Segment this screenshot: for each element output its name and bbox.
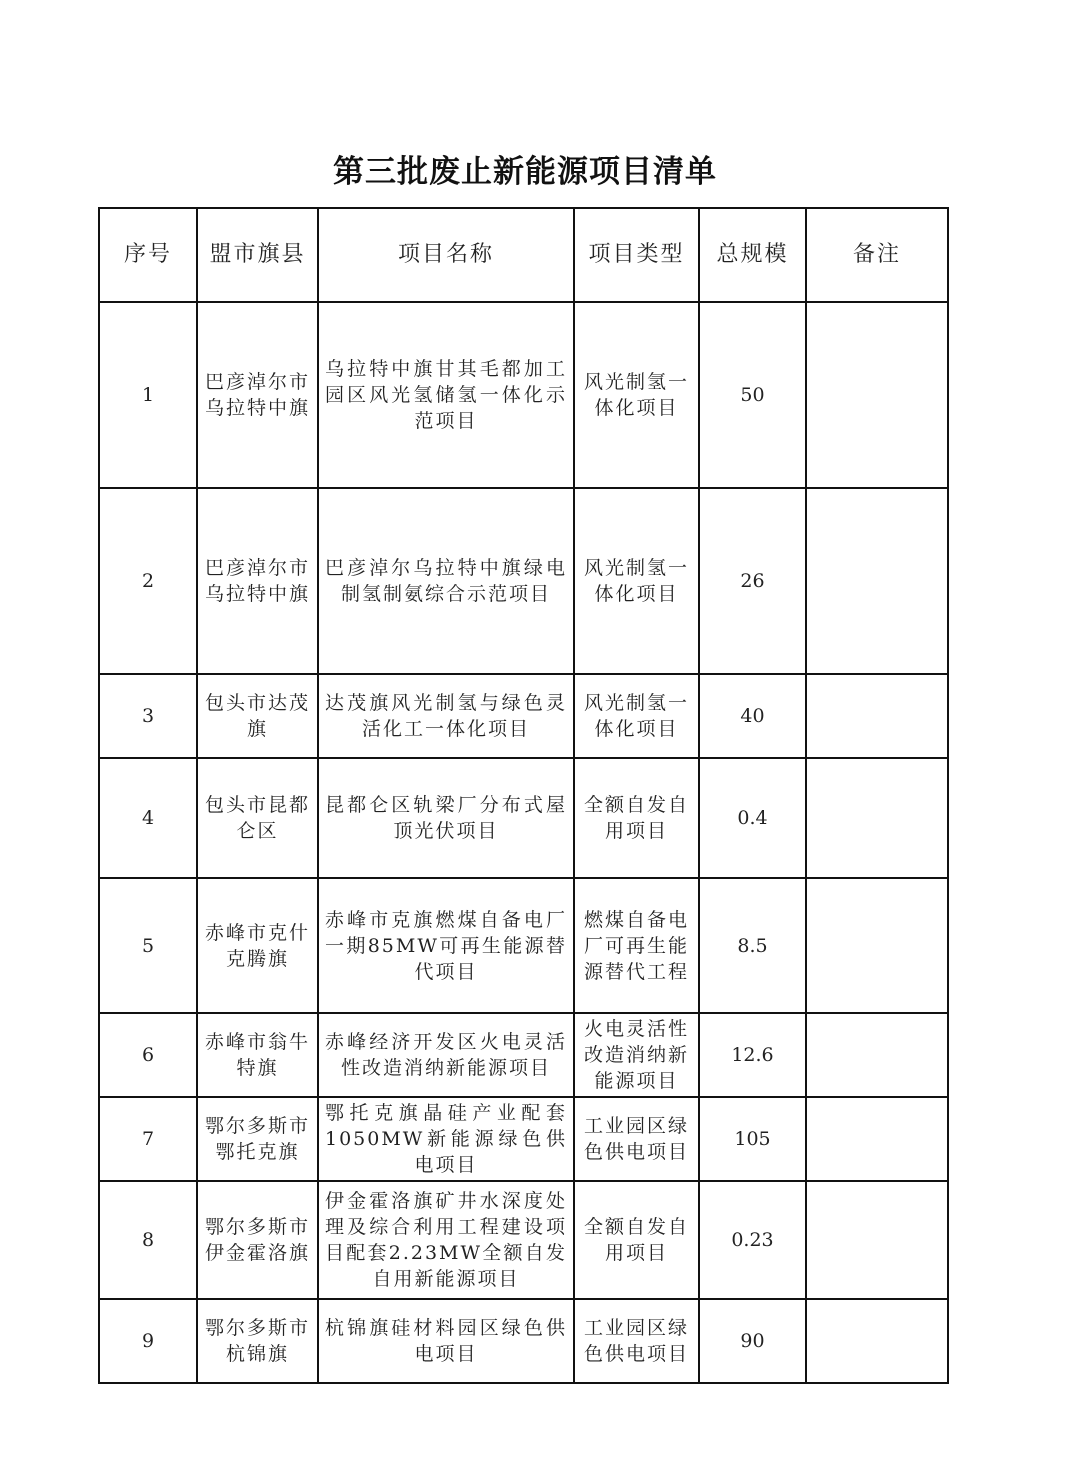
row-no: 5	[99, 878, 197, 1013]
row-project-type: 全额自发自用项目	[574, 758, 699, 878]
project-table	[98, 207, 949, 1384]
row-no: 4	[99, 758, 197, 878]
row-no: 3	[99, 674, 197, 758]
row-remarks	[806, 302, 948, 488]
table-row	[99, 488, 948, 674]
row-total-scale: 8.5	[699, 878, 806, 1013]
table-row	[99, 1181, 948, 1299]
row-project-type: 燃煤自备电厂可再生能源替代工程	[574, 878, 699, 1013]
row-project-type: 工业园区绿色供电项目	[574, 1299, 699, 1383]
row-remarks	[806, 488, 948, 674]
row-project-type: 工业园区绿色供电项目	[574, 1097, 699, 1181]
header-no: 序号	[99, 208, 197, 302]
row-total-scale: 26	[699, 488, 806, 674]
row-remarks	[806, 1013, 948, 1097]
table-header-row	[99, 208, 948, 302]
row-remarks	[806, 878, 948, 1013]
row-total-scale: 105	[699, 1097, 806, 1181]
row-no: 2	[99, 488, 197, 674]
table-row	[99, 1013, 948, 1097]
row-project-type: 风光制氢一体化项目	[574, 488, 699, 674]
table-row	[99, 1299, 948, 1383]
header-remarks: 备注	[806, 208, 948, 302]
row-remarks	[806, 674, 948, 758]
row-total-scale: 0.23	[699, 1181, 806, 1299]
header-project-name: 项目名称	[318, 208, 574, 302]
row-project-name: 鄂托克旗晶硅产业配套1050MW新能源绿色供电项目	[318, 1097, 574, 1181]
table-row	[99, 878, 948, 1013]
row-region: 鄂尔多斯市鄂托克旗	[197, 1097, 318, 1181]
row-total-scale: 40	[699, 674, 806, 758]
table-row	[99, 302, 948, 488]
row-project-name: 巴彦淖尔乌拉特中旗绿电制氢制氨综合示范项目	[318, 488, 574, 674]
row-project-type: 风光制氢一体化项目	[574, 302, 699, 488]
row-remarks	[806, 1299, 948, 1383]
row-no: 8	[99, 1181, 197, 1299]
row-remarks	[806, 758, 948, 878]
row-project-type: 火电灵活性改造消纳新能源项目	[574, 1013, 699, 1097]
row-total-scale: 90	[699, 1299, 806, 1383]
row-region: 包头市昆都仑区	[197, 758, 318, 878]
row-no: 9	[99, 1299, 197, 1383]
row-no: 1	[99, 302, 197, 488]
row-project-name: 昆都仑区轨梁厂分布式屋顶光伏项目	[318, 758, 574, 878]
row-region: 赤峰市翁牛特旗	[197, 1013, 318, 1097]
row-project-name: 杭锦旗硅材料园区绿色供电项目	[318, 1299, 574, 1383]
row-project-name: 伊金霍洛旗矿井水深度处理及综合利用工程建设项目配套2.23MW全额自发自用新能源项目	[318, 1181, 574, 1299]
row-project-name: 赤峰市克旗燃煤自备电厂一期85MW可再生能源替代项目	[318, 878, 574, 1013]
header-region: 盟市旗县	[197, 208, 318, 302]
row-total-scale: 0.4	[699, 758, 806, 878]
row-region: 巴彦淖尔市乌拉特中旗	[197, 302, 318, 488]
table-row	[99, 1097, 948, 1181]
row-remarks	[806, 1097, 948, 1181]
row-region: 赤峰市克什克腾旗	[197, 878, 318, 1013]
row-project-type: 全额自发自用项目	[574, 1181, 699, 1299]
header-project-type: 项目类型	[574, 208, 699, 302]
row-no: 7	[99, 1097, 197, 1181]
table-row	[99, 758, 948, 878]
row-project-name: 达茂旗风光制氢与绿色灵活化工一体化项目	[318, 674, 574, 758]
row-region: 包头市达茂旗	[197, 674, 318, 758]
row-project-name: 乌拉特中旗甘其毛都加工园区风光氢储氢一体化示范项目	[318, 302, 574, 488]
row-project-type: 风光制氢一体化项目	[574, 674, 699, 758]
header-total-scale: 总规模	[699, 208, 806, 302]
row-region: 鄂尔多斯市杭锦旗	[197, 1299, 318, 1383]
row-no: 6	[99, 1013, 197, 1097]
row-remarks	[806, 1181, 948, 1299]
row-total-scale: 50	[699, 302, 806, 488]
table-row	[99, 674, 948, 758]
row-region: 鄂尔多斯市伊金霍洛旗	[197, 1181, 318, 1299]
row-region: 巴彦淖尔市乌拉特中旗	[197, 488, 318, 674]
document-title: 第三批废止新能源项目清单	[333, 154, 717, 190]
row-total-scale: 12.6	[699, 1013, 806, 1097]
row-project-name: 赤峰经济开发区火电灵活性改造消纳新能源项目	[318, 1013, 574, 1097]
